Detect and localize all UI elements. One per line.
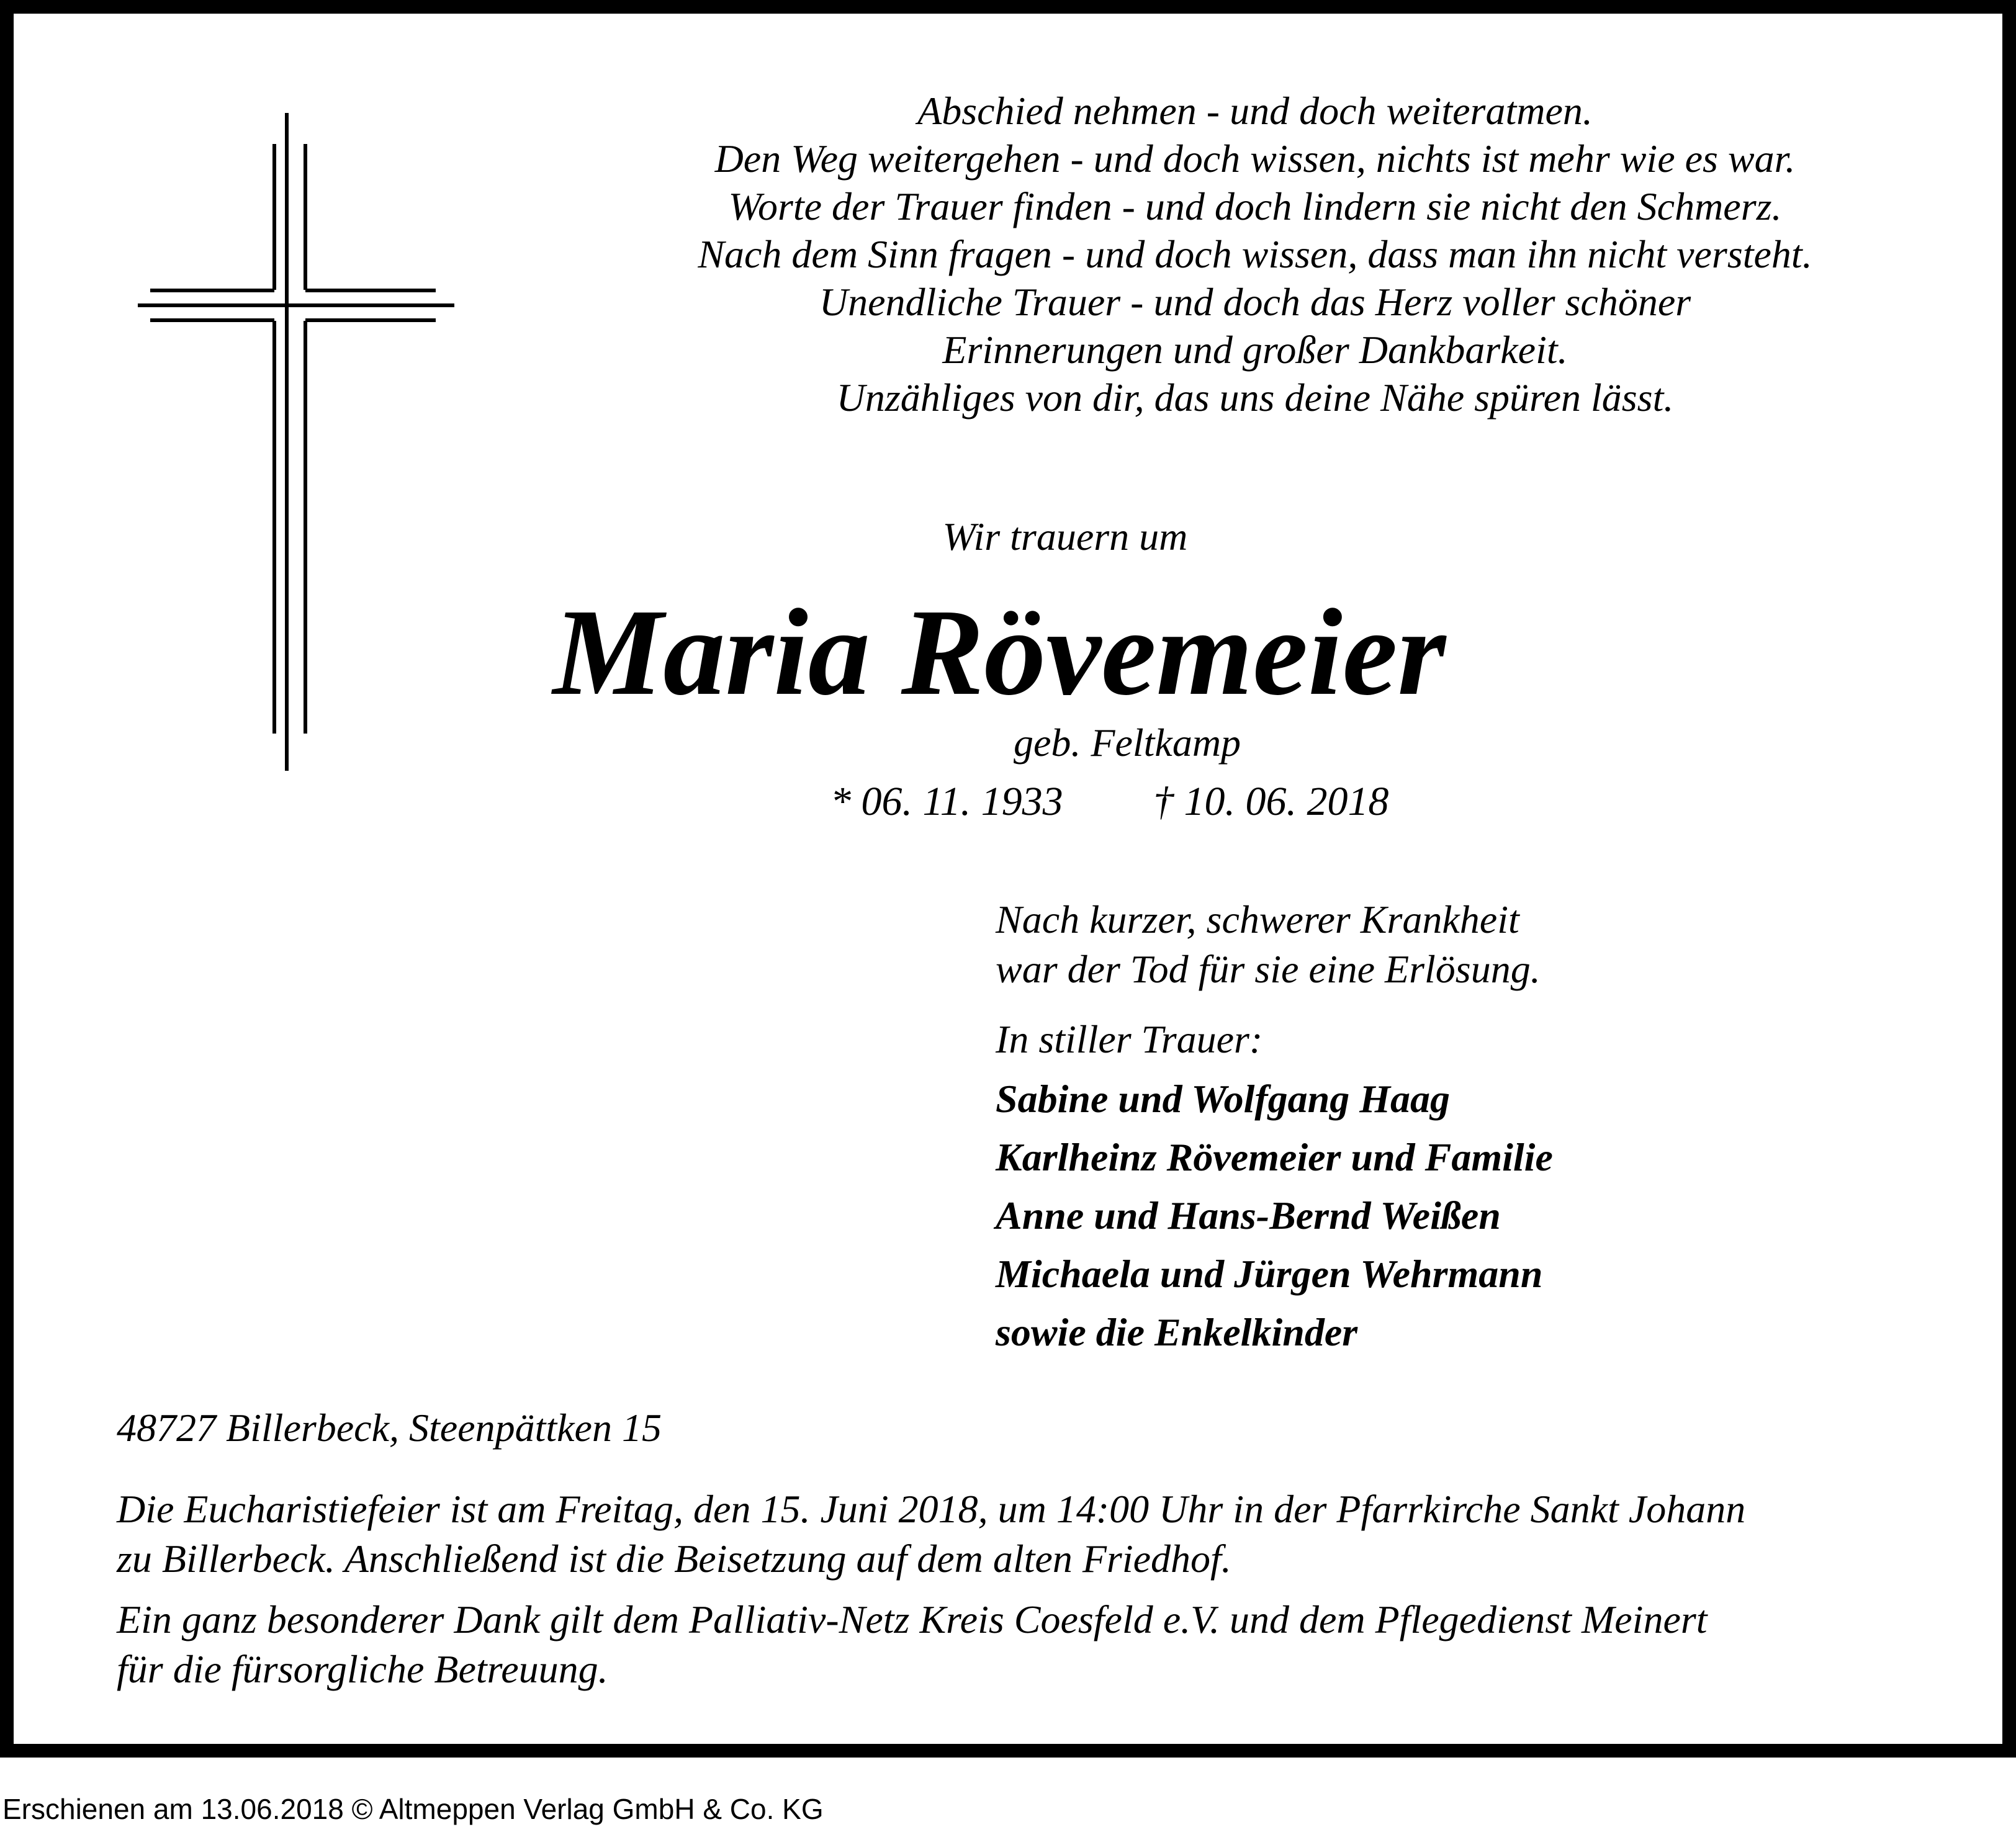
service-info xyxy=(117,1484,1745,1584)
poem-line: Abschied nehmen - und doch weiteratmen. xyxy=(917,89,1593,133)
intro-text: Wir trauern um xyxy=(942,514,1188,559)
service-line: Die Eucharistiefeier ist am Freitag, den 15. Juni 2018, um 14:00 Uhr in der Pfarrkirche Sankt Johann xyxy=(117,1487,1746,1531)
poem-line: Erinnerungen und großer Dankbarkeit. xyxy=(942,328,1568,372)
thanks-line: für die fürsorgliche Betreuung. xyxy=(117,1647,608,1691)
deceased-name: Maria Rövemeier xyxy=(552,584,1446,721)
poem-line: Nach dem Sinn fragen - und doch wissen, dass man ihn nicht versteht. xyxy=(698,232,1812,276)
poem-line: Worte der Trauer finden - und doch lindern sie nicht den Schmerz. xyxy=(728,184,1782,228)
thanks-line: Ein ganz besonderer Dank gilt dem Palliativ-Netz Kreis Coesfeld e.V. und dem Pflegedienst Meinert xyxy=(117,1597,1708,1641)
closing-line: Nach kurzer, schwerer Krankheit xyxy=(996,897,1519,941)
mourner-name: sowie die Enkelkinder xyxy=(996,1310,1358,1354)
mourners-label: In stiller Trauer: xyxy=(996,1017,1263,1061)
thanks-text xyxy=(117,1595,1708,1694)
mourners-list xyxy=(996,1070,1553,1362)
service-line: zu Billerbeck. Anschließend ist die Beisetzung auf dem alten Friedhof. xyxy=(117,1537,1231,1581)
cross-icon xyxy=(138,113,461,783)
address: 48727 Billerbeck, Steenpättken 15 xyxy=(117,1406,662,1450)
death-date: † 10. 06. 2018 xyxy=(1153,779,1389,824)
closing-line: war der Tod für sie eine Erlösung. xyxy=(996,947,1541,991)
poem-line: Unendliche Trauer - und doch das Herz voller schöner xyxy=(819,280,1691,324)
closing-text xyxy=(996,895,1541,994)
birth-date: * 06. 11. 1933 xyxy=(830,779,1063,824)
publication-footer: Erschienen am 13.06.2018 © Altmeppen Verlag GmbH & Co. KG xyxy=(2,1793,824,1825)
mourner-name: Michaela und Jürgen Wehrmann xyxy=(996,1252,1543,1296)
maiden-name: geb. Feltkamp xyxy=(1013,721,1241,765)
mourner-name: Karlheinz Rövemeier und Familie xyxy=(996,1135,1553,1179)
mourner-name: Sabine und Wolfgang Haag xyxy=(996,1077,1451,1121)
poem-line: Unzähliges von dir, das uns deine Nähe spüren lässt. xyxy=(836,375,1674,420)
mourner-name: Anne und Hans-Bernd Weißen xyxy=(996,1193,1501,1237)
poem xyxy=(448,87,2016,421)
poem-line: Den Weg weitergehen - und doch wissen, nichts ist mehr wie es war. xyxy=(714,137,1796,181)
